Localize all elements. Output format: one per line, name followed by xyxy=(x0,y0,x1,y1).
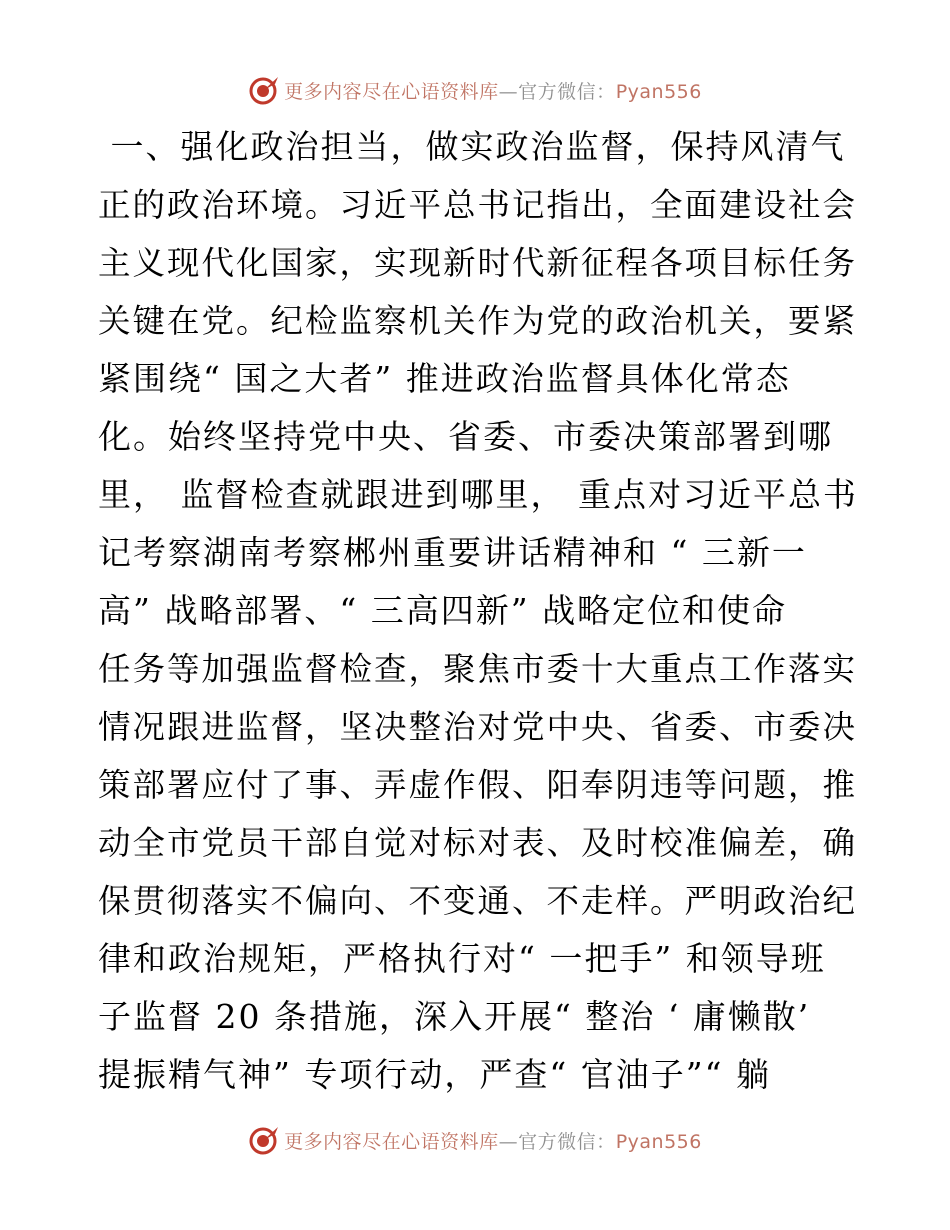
paragraph-line: 保贯彻落实不偏向、不变通、不走样。严明政治纪 xyxy=(98,882,858,920)
paragraph-line: 记考察湖南考察郴州重要讲话精神和 “ 三新一 xyxy=(98,533,807,572)
document-body xyxy=(98,118,858,1104)
paragraph-line: 律和政治规矩，严格执行对“ 一把手” 和领导班 xyxy=(98,939,826,978)
paragraph-line: 任务等加强监督检查，聚焦市委十大重点工作落实 xyxy=(98,650,858,688)
watermark-label: 官方微信： xyxy=(518,80,616,103)
paragraph-line: 正的政治环境。习近平总书记指出，全面建设社会 xyxy=(98,186,858,224)
paragraph-line: 情况跟进监督，坚决整治对党中央、省委、市委决 xyxy=(98,708,858,746)
paragraph-line: 高” 战略部署、“ 三高四新” 战略定位和使命 xyxy=(98,591,788,630)
watermark-footer xyxy=(0,1120,950,1160)
paragraph-line: 主义现代化国家，实现新时代新征程各项目标任务 xyxy=(98,244,858,282)
watermark-header xyxy=(0,70,950,110)
watermark-handle: Pyan556 xyxy=(615,1130,702,1153)
watermark-text xyxy=(284,77,702,104)
watermark-brand: 更多内容尽在心语资料库 xyxy=(284,80,499,103)
watermark-label: 官方微信： xyxy=(518,1130,616,1153)
watermark-brand: 更多内容尽在心语资料库 xyxy=(284,1130,499,1153)
watermark-text xyxy=(284,1127,702,1154)
quill-seal-icon xyxy=(248,74,280,106)
watermark-dash: — xyxy=(498,1130,519,1153)
paragraph-line: 提振精气神” 专项行动，严查“ 官油子”“ 躺 xyxy=(98,1055,771,1094)
watermark-dash: — xyxy=(498,80,519,103)
paragraph-line: 子监督 20 条措施，深入开展“ 整治 ‘ 庸懒散’ xyxy=(98,997,811,1036)
paragraph-line: 化。始终坚持党中央、省委、市委决策部署到哪 xyxy=(98,417,833,456)
paragraph-line: 紧围绕“ 国之大者” 推进政治监督具体化常态 xyxy=(98,359,791,398)
paragraph-line: 关键在党。纪检监察机关作为党的政治机关，要紧 xyxy=(98,302,858,340)
paragraph-line: 一、强化政治担当，做实政治监督，保持风清气 xyxy=(98,127,846,166)
quill-seal-icon xyxy=(248,1124,280,1156)
paragraph-line: 动全市党员干部自觉对标对表、及时校准偏差，确 xyxy=(98,824,858,862)
paragraph-line: 策部署应付了事、弄虚作假、阳奉阴违等问题，推 xyxy=(98,766,858,804)
paragraph-line: 里， 监督检查就跟进到哪里， 重点对习近平总书 xyxy=(98,475,858,514)
watermark-handle: Pyan556 xyxy=(615,80,702,103)
